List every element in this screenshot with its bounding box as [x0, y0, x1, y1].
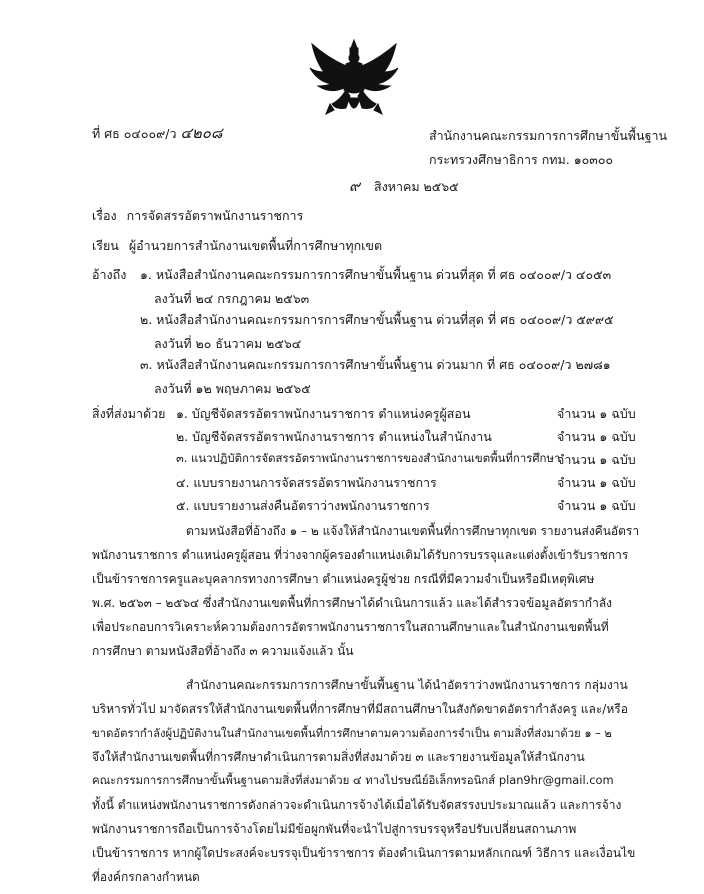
garuda-emblem-icon [306, 38, 402, 124]
enclosure-item-1-qty: จำนวน ๑ ฉบับ [557, 406, 636, 421]
reference-item-3: ๓. หนังสือสำนักงานคณะกรรมการการศึกษาขั้นพื้นฐาน ด่วนมาก ที่ ศธ ๐๔๐๐๙/ว ๒๗๘๑ [140, 357, 611, 372]
paragraph-line: เพื่อประกอบการวิเคราะห์ความต้องการอัตราพนักงานราชการในสถานศึกษาและในสำนักงานเขตพื้นที่ [92, 620, 609, 634]
subject-label: เรื่อง [92, 208, 117, 223]
enclosure-item-5-qty: จำนวน ๑ ฉบับ [557, 498, 636, 513]
document-date [349, 174, 459, 198]
paragraph-line: บริหารทั่วไป มาจัดสรรให้สำนักงานเขตพื้นที่การศึกษาที่มีสถานศึกษาในสังกัดขาดอัตรากำลังครู และ/หรือ [92, 702, 628, 716]
office-address: กระทรวงศึกษาธิการ กทม. ๑๐๓๐๐ [429, 152, 614, 167]
paragraph-line: เป็นข้าราชการ หากผู้ใดประสงค์จะบรรจุเป็นข้าราชการ ต้องดำเนินการตามหลักเกณฑ์ วิธีการ และเงื่อนไข [92, 846, 636, 860]
subject-text: การจัดสรรอัตราพนักงานราชการ [126, 208, 304, 223]
enclosure-item-4: ๔. แบบรายงานการจัดสรรอัตราพนักงานราชการ [176, 475, 437, 490]
reference-item-2: ๒. หนังสือสำนักงานคณะกรรมการการศึกษาขั้นพื้นฐาน ด่วนที่สุด ที่ ศธ ๐๔๐๐๙/ว ๕๙๙๕ [140, 312, 614, 327]
enclosures-label: สิ่งที่ส่งมาด้วย [92, 406, 166, 421]
subject-line [92, 206, 303, 226]
enclosure-item-2: ๒. บัญชีจัดสรรอัตราพนักงานราชการ ตำแหน่งในสำนักงาน [176, 429, 492, 444]
paragraph-line: การศึกษา ตามหนังสือที่อ้างถึง ๓ ความแจ้งแล้ว นั้น [92, 644, 354, 658]
addressee-label: เรียน [92, 238, 119, 253]
reference-item-1: ๑. หนังสือสำนักงานคณะกรรมการการศึกษาขั้นพื้นฐาน ด่วนที่สุด ที่ ศธ ๐๔๐๐๙/ว ๔๐๕๓ [140, 267, 612, 282]
paragraph-line: พ.ศ. ๒๕๖๓ – ๒๕๖๔ ซึ่งสำนักงานเขตพื้นที่การศึกษาได้ดำเนินการแล้ว และได้สำรวจข้อมูลอัตรากำลัง [92, 596, 613, 610]
paragraph-line: ทั้งนี้ ตำแหน่งพนักงานราชการดังกล่าวจะดำเนินการจ้างได้เมื่อได้รับจัดสรรงบประมาณแล้ว และการจ้าง [92, 798, 622, 812]
paragraph-line: จึงให้สำนักงานเขตพื้นที่การศึกษาดำเนินการตามสิ่งที่ส่งมาด้วย ๓ และรายงานข้อมูลให้สำนักงาน [92, 750, 585, 764]
reference-item-1-date: ลงวันที่ ๒๔ กรกฎาคม ๒๕๖๓ [154, 291, 310, 306]
paragraph-line: คณะกรรมการการศึกษาขั้นพื้นฐานตามสิ่งที่ส่งมาด้วย ๔ ทางไปรษณีย์อิเล็กทรอนิกส์ plan9hr@gmail.com [92, 773, 614, 787]
enclosure-item-3-qty: จำนวน ๑ ฉบับ [557, 452, 636, 467]
paragraph-line: พนักงานราชการถือเป็นการจ้างโดยไม่มีข้อผูกพันที่จะนำไปสู่การบรรจุหรือปรับเปลี่ยนสถานภาพ [92, 822, 577, 836]
enclosure-item-2-qty: จำนวน ๑ ฉบับ [557, 429, 636, 444]
paragraph-line: ตามหนังสือที่อ้างถึง ๑ – ๒ แจ้งให้สำนักงานเขตพื้นที่การศึกษาทุกเขต รายงานส่งคืนอัตรา [186, 524, 640, 538]
paragraph-line: สำนักงานคณะกรรมการการศึกษาขั้นพื้นฐาน ได้นำอัตราว่างพนักงานราชการ กลุ่มงาน [186, 678, 628, 692]
date-day-handwritten: ๙ [349, 177, 360, 195]
enclosure-item-4-qty: จำนวน ๑ ฉบับ [557, 475, 636, 490]
addressee-line [92, 236, 382, 256]
document-number [92, 121, 222, 145]
paragraph-line: ขาดอัตรากำลังผู้ปฏิบัติงานในสำนักงานเขตพื้นที่การศึกษาตามความต้องการจำเป็น ตามสิ่งที่ส่งมาด้วย ๑ – ๒ [92, 727, 612, 740]
reference-item-3-date: ลงวันที่ ๑๒ พฤษภาคม ๒๕๖๕ [154, 381, 311, 396]
office-name: สำนักงานคณะกรรมการการศึกษาขั้นพื้นฐาน [429, 128, 668, 143]
paragraph-line: ที่องค์กรกลางกำหนด [92, 870, 200, 884]
enclosure-item-5: ๕. แบบรายงานส่งคืนอัตราว่างพนักงานราชการ [176, 498, 430, 513]
date-month-year: สิงหาคม ๒๕๖๕ [373, 179, 459, 194]
document-number-handwritten: ๔๒๐๘ [180, 124, 223, 142]
reference-item-2-date: ลงวันที่ ๒๐ ธันวาคม ๒๕๖๔ [154, 336, 302, 351]
document-number-prefix: ที่ ศธ ๐๔๐๐๙/ว [92, 126, 177, 141]
references-label: อ้างถึง [92, 267, 127, 282]
enclosure-item-3: ๓. แนวปฏิบัติการจัดสรรอัตราพนักงานราชการของสำนักงานเขตพื้นที่การศึกษา [176, 451, 561, 465]
addressee-text: ผู้อำนวยการสำนักงานเขตพื้นที่การศึกษาทุกเขต [128, 238, 383, 253]
paragraph-line: พนักงานราชการ ตำแหน่งครูผู้สอน ที่ว่างจากผู้ครองตำแหน่งเดิมได้รับการบรรจุและแต่งตั้งเข้ารับราชการ [92, 548, 629, 562]
paragraph-line: เป็นข้าราชการครูและบุคลากรทางการศึกษา ตำแหน่งครูผู้ช่วย กรณีที่มีความจำเป็นหรือมีเหตุพิเศษ [92, 572, 595, 586]
enclosure-item-1: ๑. บัญชีจัดสรรอัตราพนักงานราชการ ตำแหน่งครูผู้สอน [176, 406, 471, 421]
